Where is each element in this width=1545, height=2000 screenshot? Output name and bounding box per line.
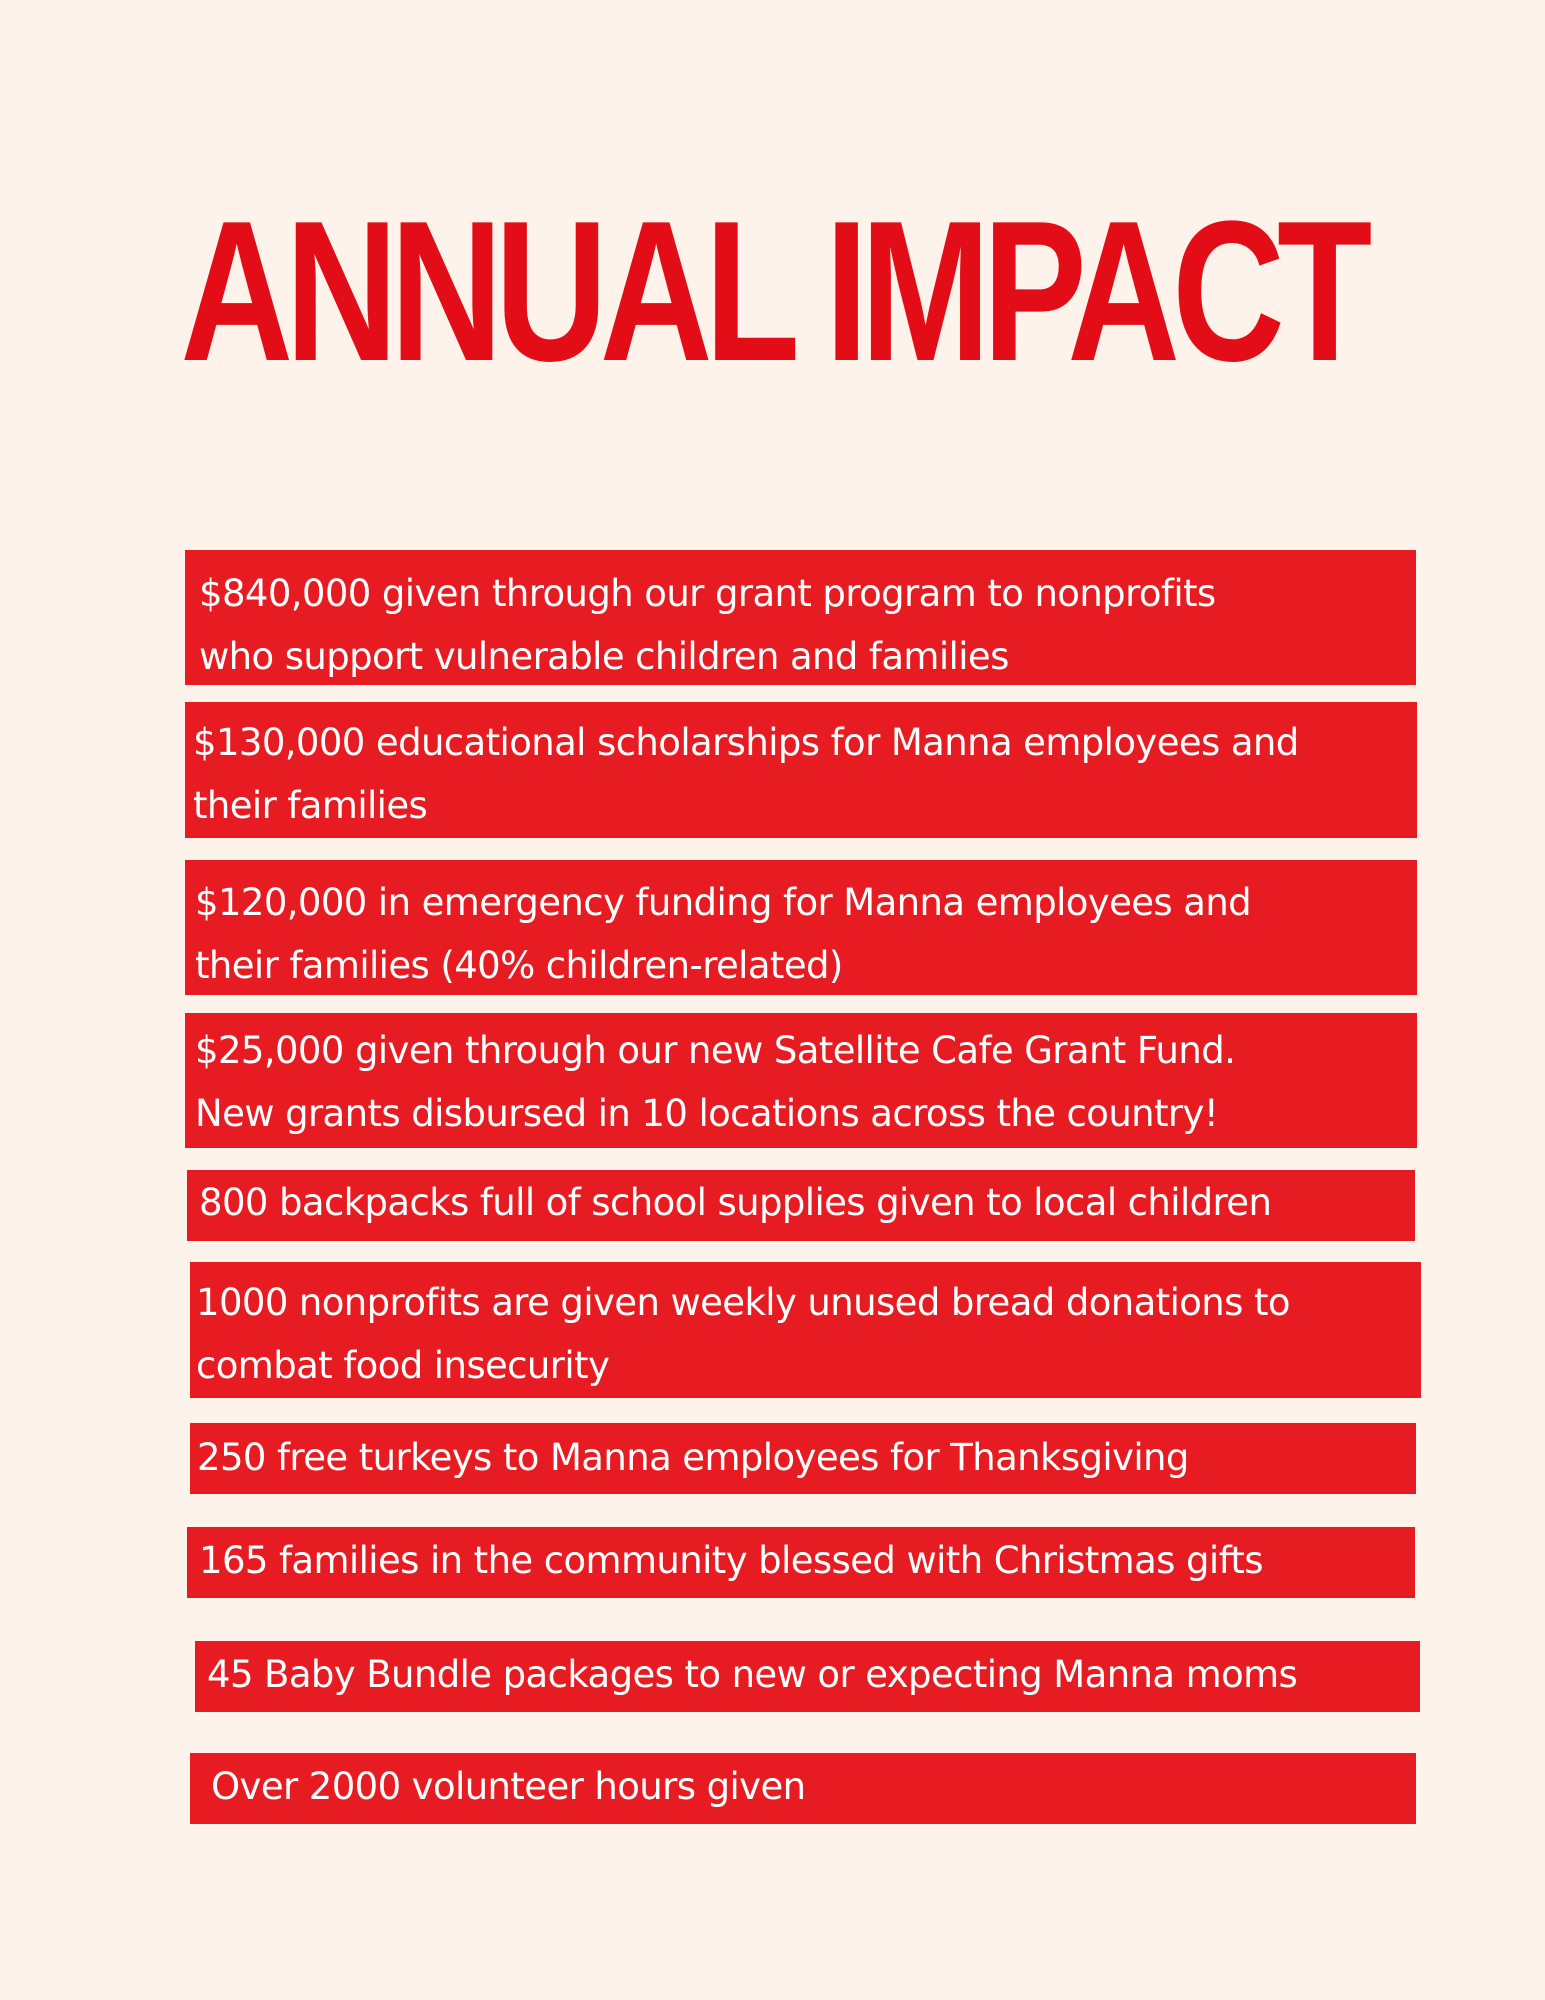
impact-item-line: $25,000 given through our new Satellite Cafe Grant Fund. (195, 1029, 1236, 1072)
impact-item-emergency-funding (185, 860, 1417, 995)
impact-item-volunteer-hours (190, 1753, 1416, 1824)
impact-item-grant-program (185, 550, 1416, 685)
impact-item-line: their families (193, 784, 428, 827)
impact-item-baby-bundles (195, 1641, 1420, 1712)
impact-item-line: $120,000 in emergency funding for Manna employees and (195, 881, 1252, 924)
impact-item-line: who support vulnerable children and families (199, 635, 1009, 678)
impact-item-line: $130,000 educational scholarships for Manna employees and (193, 721, 1299, 764)
impact-item-turkeys (190, 1423, 1416, 1494)
impact-item-line: their families (40% children-related) (195, 944, 843, 987)
impact-item-line: 1000 nonprofits are given weekly unused bread donations to (196, 1281, 1290, 1324)
impact-item-backpacks (187, 1170, 1415, 1241)
impact-item-line: 800 backpacks full of school supplies given to local children (199, 1181, 1272, 1224)
impact-item-line: New grants disbursed in 10 locations across the country! (195, 1092, 1219, 1135)
impact-item-line: Over 2000 volunteer hours given (211, 1765, 806, 1808)
impact-item-line: 250 free turkeys to Manna employees for Thanksgiving (197, 1436, 1189, 1479)
impact-item-line: 165 families in the community blessed with Christmas gifts (199, 1539, 1263, 1582)
impact-item-line: combat food insecurity (196, 1344, 610, 1387)
impact-item-bread-donations (190, 1262, 1421, 1398)
impact-item-satellite-cafe-grant (185, 1013, 1417, 1148)
page-title: ANNUAL IMPACT (180, 180, 1365, 403)
impact-item-christmas-gifts (187, 1527, 1415, 1598)
impact-item-line: $840,000 given through our grant program to nonprofits (199, 572, 1216, 615)
impact-item-line: 45 Baby Bundle packages to new or expecting Manna moms (207, 1653, 1298, 1696)
impact-item-scholarships (185, 702, 1417, 838)
